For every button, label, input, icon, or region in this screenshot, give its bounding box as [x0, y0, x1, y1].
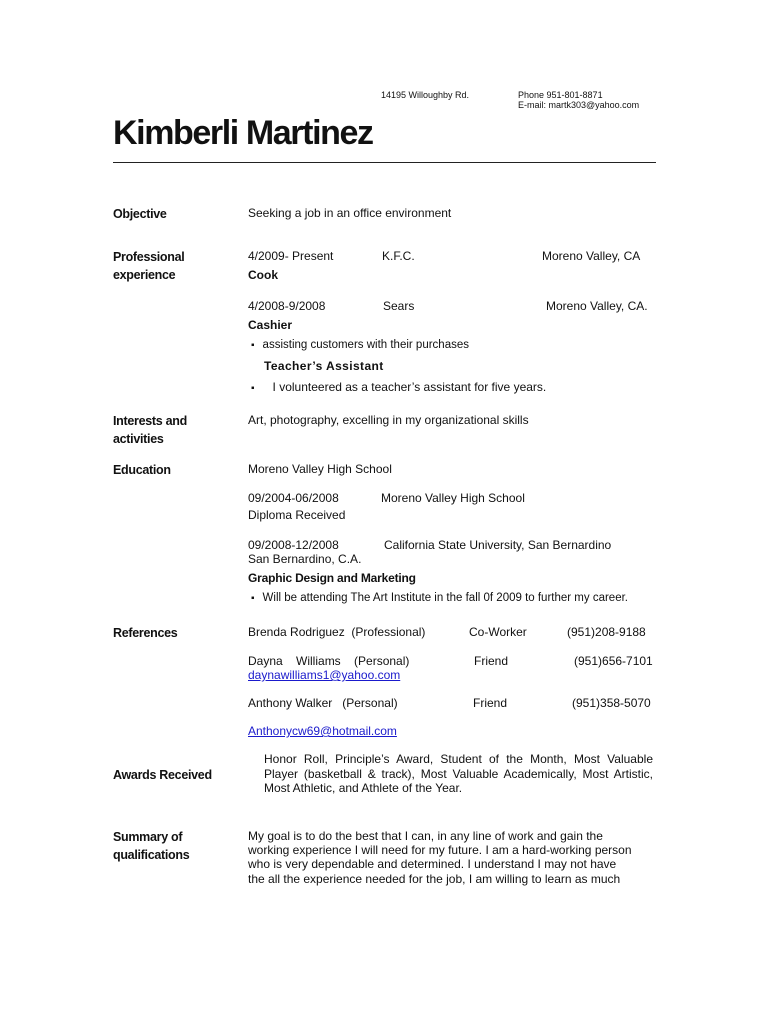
email-text[interactable]: E-mail: martk303@yahoo.com — [518, 100, 640, 110]
edu-1-detail: Diploma Received — [248, 508, 346, 522]
ref-1-phone: (951)208-9188 — [567, 625, 646, 639]
job-2-dates: 4/2008-9/2008 — [248, 299, 326, 313]
job-1-dates: 4/2009- Present — [248, 249, 334, 263]
ref-3-relation: Friend — [473, 696, 508, 710]
bullet-icon — [251, 339, 263, 351]
header-rule — [113, 162, 656, 163]
summary-line-3: who is very dependable and determined. I understand I may not have — [248, 857, 617, 872]
summary-line-1: My goal is to do the best that I can, in any line of work and gain the — [248, 829, 603, 843]
summary-text — [248, 829, 632, 886]
interests-text: Art, photography, excelling in my organizational skills — [248, 413, 529, 427]
ref-2-phone: (951)656-7101 — [574, 654, 653, 668]
ref-2-email-link[interactable]: daynawilliams1@yahoo.com — [248, 668, 401, 682]
edu-program-text: Will be attending The Art Institute in the fall 0f 2009 to further my career. — [262, 592, 628, 604]
interests-label — [113, 412, 187, 448]
awards-label: Awards Received — [113, 768, 212, 782]
summary-line-2: working experience I will need for my future. I am a hard-working person — [248, 843, 632, 858]
references-label: References — [113, 626, 178, 640]
job-3-duty-item — [251, 380, 546, 394]
bullet-icon — [251, 592, 263, 604]
job-3-duty-text: I volunteered as a teacher’s assistant for five years. — [272, 380, 547, 394]
job-2-location: Moreno Valley, CA. — [546, 299, 648, 313]
edu-1-dates: 09/2004-06/2008 — [248, 491, 339, 505]
job-1-title: Cook — [248, 268, 278, 282]
summary-label — [113, 828, 189, 864]
job-3-title: Teacher’s Assistant — [264, 359, 384, 373]
job-1-location: Moreno Valley, CA — [542, 249, 641, 263]
phone-text: Phone 951-801-8871 — [518, 90, 603, 100]
edu-program-item — [251, 592, 628, 604]
ref-2-relation: Friend — [474, 654, 509, 668]
job-2-title: Cashier — [248, 318, 293, 332]
objective-text: Seeking a job in an office environment — [248, 206, 452, 220]
edu-program: Graphic Design and Marketing — [248, 571, 416, 585]
address-text: 14195 Willoughby Rd. — [381, 90, 470, 100]
ref-3-phone: (951)358-5070 — [572, 696, 651, 710]
edu-2-institution: California State University, San Bernardino — [384, 538, 612, 552]
resume-name: Kimberli Martinez — [113, 114, 373, 152]
experience-label-line2: experience — [113, 268, 176, 282]
experience-label-line1: Professional — [113, 250, 185, 264]
awards-text: Honor Roll, Principle’s Award, Student of the Month, Most Valuable Player (basketball & track), Most Valuable Academically, Most Artistic, Most Athletic, and Athlete of the Year. — [264, 752, 653, 795]
summary-label-line2: qualifications — [113, 848, 190, 862]
education-school: Moreno Valley High School — [248, 462, 392, 476]
summary-line-4: the all the experience needed for the job, I am willing to learn as much — [248, 871, 621, 886]
experience-label — [113, 248, 184, 284]
ref-3-email-link[interactable]: Anthonycw69@hotmail.com — [248, 724, 397, 738]
ref-3-name: Anthony Walker (Personal) — [248, 696, 398, 710]
education-label: Education — [113, 463, 171, 477]
ref-1-name: Brenda Rodriguez (Professional) — [248, 625, 426, 639]
ref-1-relation: Co-Worker — [469, 625, 527, 639]
interests-label-line1: Interests and — [113, 414, 187, 428]
job-1-employer: K.F.C. — [382, 249, 415, 263]
job-2-duty-text: assisting customers with their purchases — [262, 339, 469, 351]
interests-label-line2: activities — [113, 432, 164, 446]
objective-label: Objective — [113, 207, 167, 221]
bullet-icon — [251, 380, 263, 394]
job-2-employer: Sears — [383, 299, 415, 313]
ref-2-name: Dayna Williams (Personal) — [248, 654, 410, 668]
edu-1-institution: Moreno Valley High School — [381, 491, 525, 505]
job-2-duty-item — [251, 339, 469, 351]
edu-2-dates: 09/2008-12/2008 — [248, 538, 339, 552]
summary-label-line1: Summary of — [113, 830, 183, 844]
edu-2-detail: San Bernardino, C.A. — [248, 552, 362, 566]
